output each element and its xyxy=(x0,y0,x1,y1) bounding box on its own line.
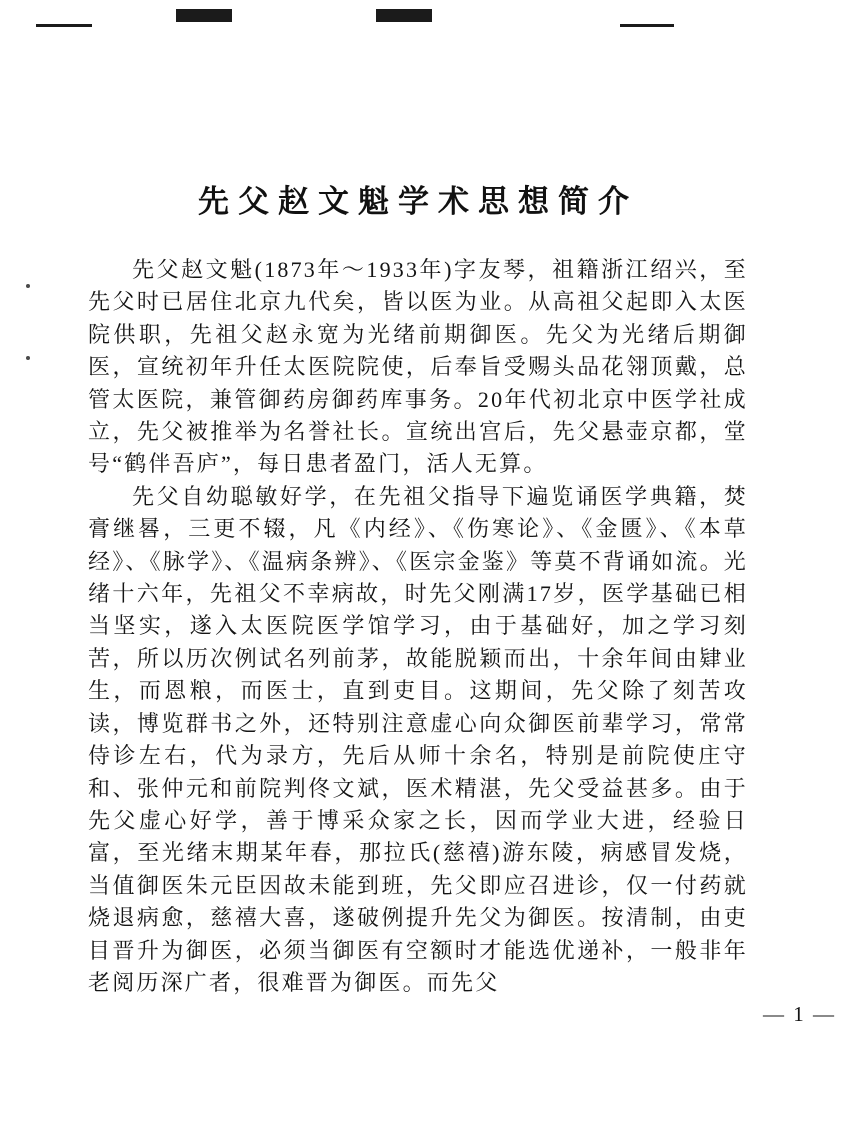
page-title: 先父赵文魁学术思想简介 xyxy=(198,184,638,219)
body-paragraph-2: 先父自幼聪敏好学，在先祖父指导下遍览诵医学典籍，焚膏继晷，三更不辍，凡《内经》、《伤寒论》、《金匮》、《本草经》、《脉学》、《温病条辨》、《医宗金鉴》等莫不背诵如流。光绪十六年，先祖父不幸病故，时先父刚满17岁，医学基础已相当坚实，遂入太医院医学馆学习，由于基础好，加之学习刻苦，所以历次例试名列前茅，故能脱颖而出，十余年间由肄业生，而恩粮，而医士，直到吏目。这期间，先父除了刻苦攻读，博览群书之外，还特别注意虚心向众御医前辈学习，常常侍诊左右，代为录方，先后从师十余名，特别是前院使庄守和、张仲元和前院判佟文斌，医术精湛，先父受益甚多。由于先父虚心好学，善于博采众家之长，因而学业大进，经验日富，至光绪末期某年春，那拉氏(慈禧)游东陵，病感冒发烧，当值御医朱元臣因故未能到班，先父即应召进诊，仅一付药就烧退病愈，慈禧大喜，遂破例提升先父为御医。按清制，由吏目晋升为御医，必须当御医有空额时才能选优递补，一般非年老阅历深广者，很难晋为御医。而先父 xyxy=(88,483,749,995)
page-number: — 1 — xyxy=(763,1002,836,1026)
scan-speck xyxy=(26,284,30,288)
print-mark-line-right xyxy=(620,24,674,27)
print-mark-line-left xyxy=(36,24,92,27)
print-mark-bar-1 xyxy=(176,9,232,22)
scan-speck xyxy=(26,356,30,360)
body-text xyxy=(88,254,748,999)
body-paragraph-1: 先父赵文魁(1873年～1933年)字友琴，祖籍浙江绍兴，至先父时已居住北京九代矣，皆以医为业。从高祖父起即入太医院供职，先祖父赵永宽为光绪前期御医。先父为光绪后期御医，宣统初年升任太医院院使，后奉旨受赐头品花翎顶戴，总管太医院，兼管御药房御药库事务。20年代初北京中医学社成立，先父被推举为名誉社长。宣统出宫后，先父悬壶京都，堂号“鹤伴吾庐”，每日患者盈门，活人无算。 xyxy=(88,257,748,477)
print-mark-bar-2 xyxy=(376,9,432,22)
